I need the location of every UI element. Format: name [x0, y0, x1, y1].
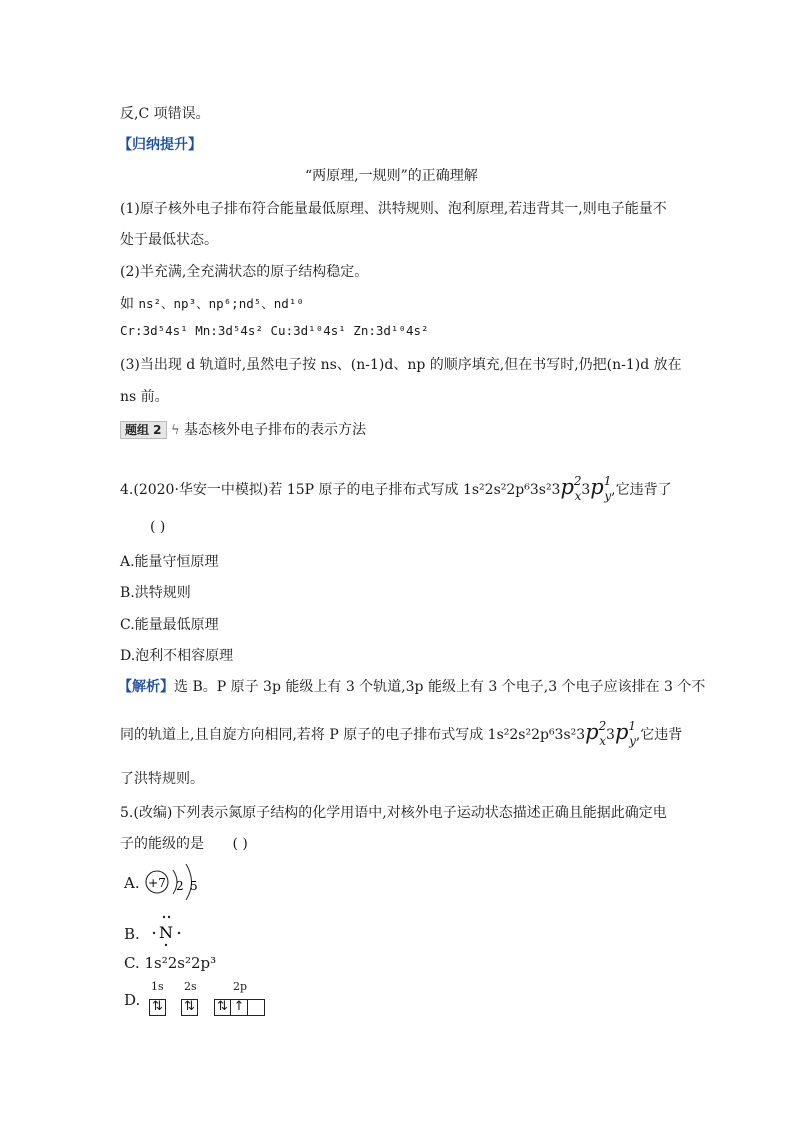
- analysis-text-2: 同的轨道上,且自旋方向相同,若将 P 原子的电子排布式写成 1s²2s²2p⁶3s²3: [120, 727, 586, 743]
- paragraph-5b: ns 前。: [120, 389, 169, 405]
- lightning-icon: ϟ: [170, 423, 180, 438]
- analysis-tag: 【解析】: [118, 679, 174, 695]
- analysis-px-symbol: $p^2_x$: [585, 719, 607, 748]
- q5-option-a-label: A.: [124, 874, 140, 892]
- shell-1-count: 2: [176, 879, 184, 893]
- section-title: “两原理,一规则”的正确理解: [305, 168, 478, 184]
- analysis-line-1: [118, 676, 705, 696]
- q4-answer-paren: ( ): [150, 519, 166, 535]
- orbital-2p-cell-2: ↑: [231, 999, 248, 1016]
- q5-option-b-label: B.: [124, 925, 140, 943]
- q4-py-symbol: $p^1_y$: [590, 474, 612, 503]
- q4-stem: 4.(2020·华安一中模拟)若 15P 原子的电子排布式写成 $1s^22s^22p^63s^23p^2_x3p^1_y$,它违背了: [120, 474, 672, 503]
- continuation-line: 反,C 项错误。: [120, 106, 210, 122]
- analysis-text-2-tail: ,它违背: [635, 727, 683, 743]
- q4-option-a: A.能量守恒原理: [120, 554, 219, 570]
- q5-stem-b-text: 子的能级的是: [120, 836, 204, 852]
- q4-px-symbol: $p^2_x$: [560, 474, 582, 503]
- q5-option-c: [124, 954, 216, 972]
- orbital-2s-box: [181, 999, 198, 1016]
- orbital-1s-cell: ⇅: [149, 999, 166, 1016]
- paragraph-1b: 处于最低状态。: [120, 232, 218, 248]
- lewis-symbol: N: [159, 923, 173, 942]
- q4-tail: ,它违背了: [611, 482, 672, 498]
- paragraph-1a: (1)原子核外电子排布符合能量最低原理、洪特规则、泡利原理,若违背其一,则电子能量不: [120, 201, 667, 217]
- q5-stem-a: 5.(改编)下列表示氮原子结构的化学用语中,对核外电子运动状态描述正确且能据此确定电: [120, 805, 667, 821]
- orbital-2s-cell: ⇅: [181, 999, 198, 1016]
- q4-element: 15P 原子的电子排布式写成 1s²2s²2p⁶3s²3: [286, 482, 561, 498]
- q5-option-c-label: C.: [124, 954, 140, 972]
- shell-2-count: 5: [190, 879, 198, 893]
- analysis-line-3: 了洪特规则。: [120, 771, 204, 787]
- analysis-py-symbol: $p^1_y$: [614, 719, 637, 748]
- section-tag: 【归纳提升】: [118, 137, 202, 153]
- q4-stem-text: 4.(2020·华安一中模拟)若: [120, 482, 283, 498]
- q4-option-b: B.洪特规则: [120, 585, 191, 601]
- orbital-2p-boxes: [214, 999, 265, 1016]
- q4-option-c: C.能量最低原理: [120, 617, 219, 633]
- group-tag: 题组 2: [120, 421, 167, 439]
- paragraph-3-prefix: 如: [120, 296, 134, 312]
- group-header: [120, 419, 366, 439]
- paragraph-4: Cr:3d⁵4s¹ Mn:3d⁵4s² Cu:3d¹⁰4s¹ Zn:3d¹⁰4s²: [120, 323, 429, 338]
- analysis-text-1: 选 B。P 原子 3p 能级上有 3 个轨道,3p 能级上有 3 个电子,3 个电子应该排在 3 个不: [174, 679, 706, 695]
- q4-option-d: D.泡利不相容原理: [120, 648, 234, 664]
- orbital-1s-label: 1s: [151, 980, 164, 993]
- paragraph-5a: (3)当出现 d 轨道时,虽然电子按 ns、(n-1)d、np 的顺序填充,但在书写时,仍把(n-1)d 放在: [120, 357, 682, 373]
- orbital-2p-label: 2p: [233, 980, 248, 993]
- q5-option-c-config: 1s²2s²2p³: [144, 954, 217, 972]
- orbital-2p-cell-1: ⇅: [214, 999, 231, 1016]
- nucleus-charge: +7: [148, 876, 166, 890]
- paragraph-3: [120, 293, 304, 313]
- lewis-dot-diagram: [144, 912, 194, 948]
- orbital-2s-label: 2s: [184, 980, 197, 993]
- group-title: 基态核外电子排布的表示方法: [184, 422, 367, 438]
- analysis-line-2: 同的轨道上,且自旋方向相同,若将 P 原子的电子排布式写成 $1s^22s^22p^63s^23p^2_x3p^1_y$,它违背: [120, 719, 683, 748]
- paragraph-2: (2)半充满,全充满状态的原子结构稳定。: [120, 264, 369, 280]
- q5-answer-paren: ( ): [232, 836, 248, 852]
- atom-structure-diagram: [143, 862, 213, 902]
- orbital-2p-cell-3: [248, 999, 265, 1016]
- q5-option-d-label: D.: [124, 991, 141, 1009]
- q5-stem-b: [120, 833, 248, 853]
- orbital-1s-box: [149, 999, 166, 1016]
- paragraph-3-items: ns²、np³、np⁶;nd⁵、nd¹⁰: [138, 296, 304, 311]
